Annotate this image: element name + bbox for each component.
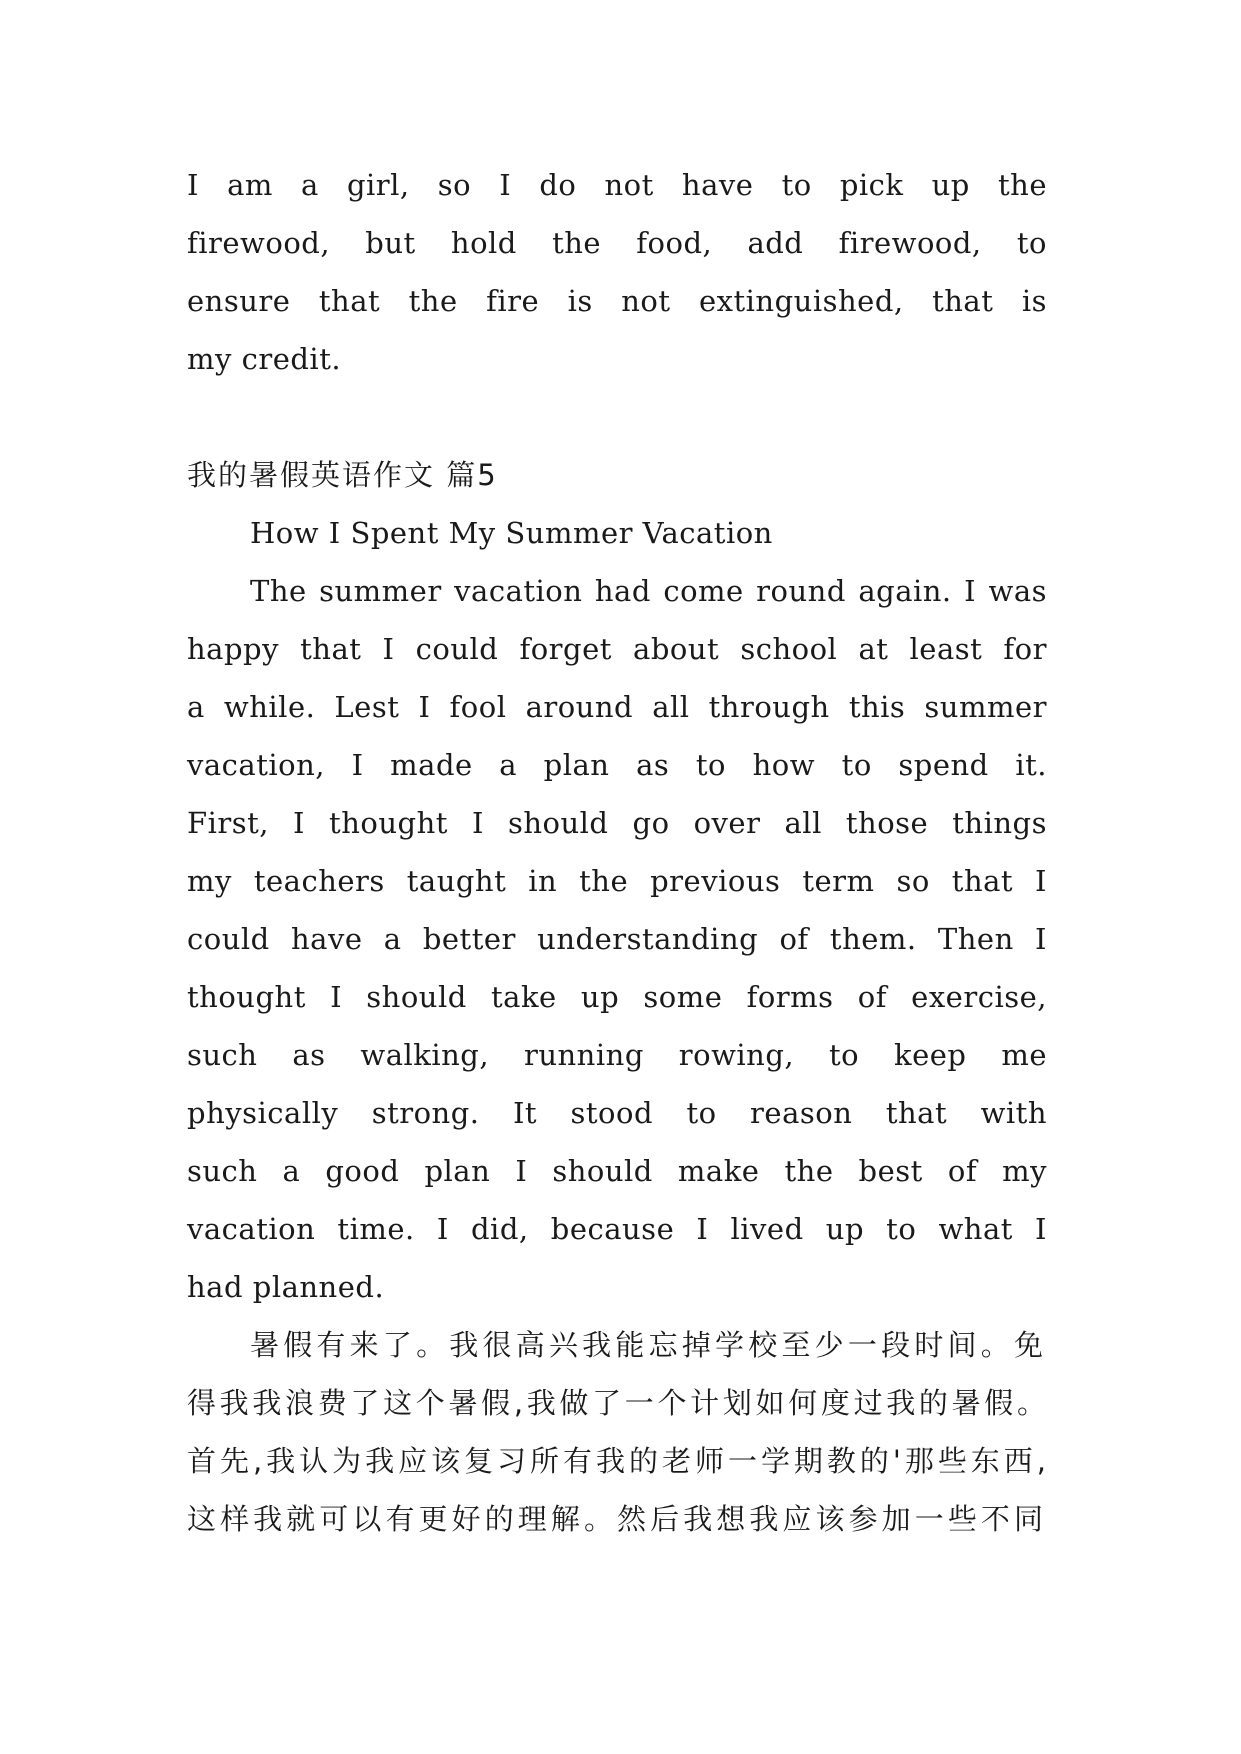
text-line: physically strong. It stood to reason that with xyxy=(187,1096,1047,1130)
text-line: 暑假有来了。我很高兴我能忘掉学校至少一段时间。免 xyxy=(250,1328,1047,1362)
text-line: 首先,我认为我应该复习所有我的老师一学期教的'那些东西, xyxy=(187,1444,1047,1478)
english-paragraph xyxy=(187,562,1047,1316)
essay-title: How I Spent My Summer Vacation xyxy=(250,516,773,550)
text-line: such as walking, running rowing, to keep me xyxy=(187,1038,1047,1072)
text-line: happy that I could forget about school at least for xyxy=(187,632,1047,666)
text-line: ensure that the fire is not extinguished, that is xyxy=(187,284,1047,318)
chinese-paragraph xyxy=(187,1316,1047,1548)
text-line: I am a girl, so I do not have to pick up the xyxy=(187,168,1047,202)
text-line: a while. Lest I fool around all through this summer xyxy=(187,690,1047,724)
essay-title-block xyxy=(187,504,1047,562)
text-line: my teachers taught in the previous term so that I xyxy=(187,864,1047,898)
text-line: 这样我就可以有更好的理解。然后我想我应该参加一些不同 xyxy=(187,1502,1047,1536)
text-line: 得我我浪费了这个暑假,我做了一个计划如何度过我的暑假。 xyxy=(187,1386,1047,1420)
text-line: had planned. xyxy=(187,1270,385,1304)
text-line: vacation time. I did, because I lived up to what I xyxy=(187,1212,1047,1246)
section-heading: 我的暑假英语作文 篇5 xyxy=(187,458,498,492)
section-heading-block xyxy=(187,446,1047,504)
text-line: First, I thought I should go over all those things xyxy=(187,806,1047,840)
intro-paragraph xyxy=(187,156,1047,388)
text-line: The summer vacation had come round again. I was xyxy=(250,574,1047,608)
text-line: could have a better understanding of them. Then I xyxy=(187,922,1047,956)
text-line: thought I should take up some forms of exercise, xyxy=(187,980,1047,1014)
text-line: such a good plan I should make the best of my xyxy=(187,1154,1047,1188)
text-line: vacation, I made a plan as to how to spend it. xyxy=(187,748,1047,782)
text-line: my credit. xyxy=(187,342,342,376)
text-line: firewood, but hold the food, add firewood, to xyxy=(187,226,1047,260)
